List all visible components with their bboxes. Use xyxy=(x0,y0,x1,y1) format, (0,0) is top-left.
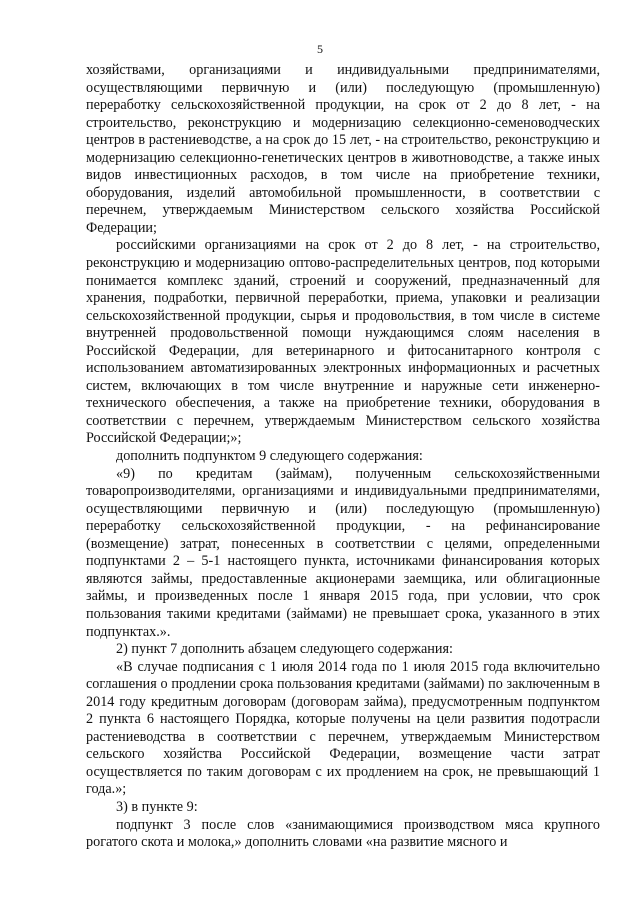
paragraph-subitem-9: «9) по кредитам (займам), полученным сельскохозяйственными товаропроизводителями, организациями и индивидуальными предпринимателями, осуществляющими первичную и (или) последующую (промышленную) переработку сельскохозяйственной продукции, - на рефинансирование (возмещение) затрат, понесенных в соответствии с целями, определенными подпунктами 2 – 5-1 настоящего пункта, источниками финансирования которых являются займы, предоставленные акционерами заемщика, или облигационные займы, и произведенных после 1 января 2015 года, при условии, что срок пользования такими кредитами (займами) не превышает срока, указанного в этих подпунктах.». xyxy=(86,465,600,640)
paragraph-continuation: хозяйствами, организациями и индивидуальными предпринимателями, осуществляющими первичную и (или) последующую (промышленную) переработку сельскохозяйственной продукции, на срок от 2 до 8 лет, - на строительство, реконструкцию и модернизацию селекционно-семеноводческих центров в растениеводстве, а на срок до 15 лет, - на строительство, реконструкцию и модернизацию селекционно-генетических центров в животноводстве, а также иных видов инвестиционных расходов, в том числе на приобретение техники, оборудования, изделий автомобильной промышленности, в соответствии с перечнем, утверждаемым Министерством сельского хозяйства Российской Федерации; xyxy=(86,62,600,236)
paragraph-item-9: 3) в пункте 9: xyxy=(116,798,198,815)
document-body xyxy=(86,62,600,852)
page-number: 5 xyxy=(317,42,323,56)
paragraph-add-subitem-9: дополнить подпунктом 9 следующего содержания: xyxy=(116,448,423,465)
paragraph-subitem-3: подпункт 3 после слов «занимающимися производством мяса крупного рогатого скота и молока,» дополнить словами «на развитие мясного и xyxy=(86,816,600,851)
paragraph-russian-organizations: российскими организациями на срок от 2 до 8 лет, - на строительство, реконструкцию и модернизацию оптово-распределительных центров, под которыми понимается комплекс зданий, строений и сооружений, предназначенный для хранения, подработки, первичной переработки, приема, упаковки и реализации сельскохозяйственной продукции, сырья и продовольствия, в том числе в системе внутренней продовольственной помощи нуждающимся слоям населения в Российской Федерации, для ветеринарного и фитосанитарного контроля с использованием автоматизированных электронных информационных и расчетных систем, включающих в том числе внутренние и наружные сети инженерно-технического обеспечения, а также на приобретение техники, оборудования в соответствии с перечнем, утверждаемым Министерством сельского хозяйства Российской Федерации;»; xyxy=(86,237,600,447)
paragraph-quoted-paragraph: «В случае подписания с 1 июля 2014 года по 1 июля 2015 года включительно соглашения о продлении срока пользования кредитами (займами) по заключенным в 2014 году кредитным договорам (договорам займа), предусмотренным подпунктом 2 пункта 6 настоящего Порядка, которые получены на цели развития подотрасли растениеводства в соответствии с перечнем, утверждаемым Министерством сельского хозяйства Российской Федерации, возмещение части затрат осуществляется по таким договорам с их продлением на срок, не превышающий 1 года.»; xyxy=(86,658,600,798)
paragraph-item-7: 2) пункт 7 дополнить абзацем следующего содержания: xyxy=(116,641,453,658)
